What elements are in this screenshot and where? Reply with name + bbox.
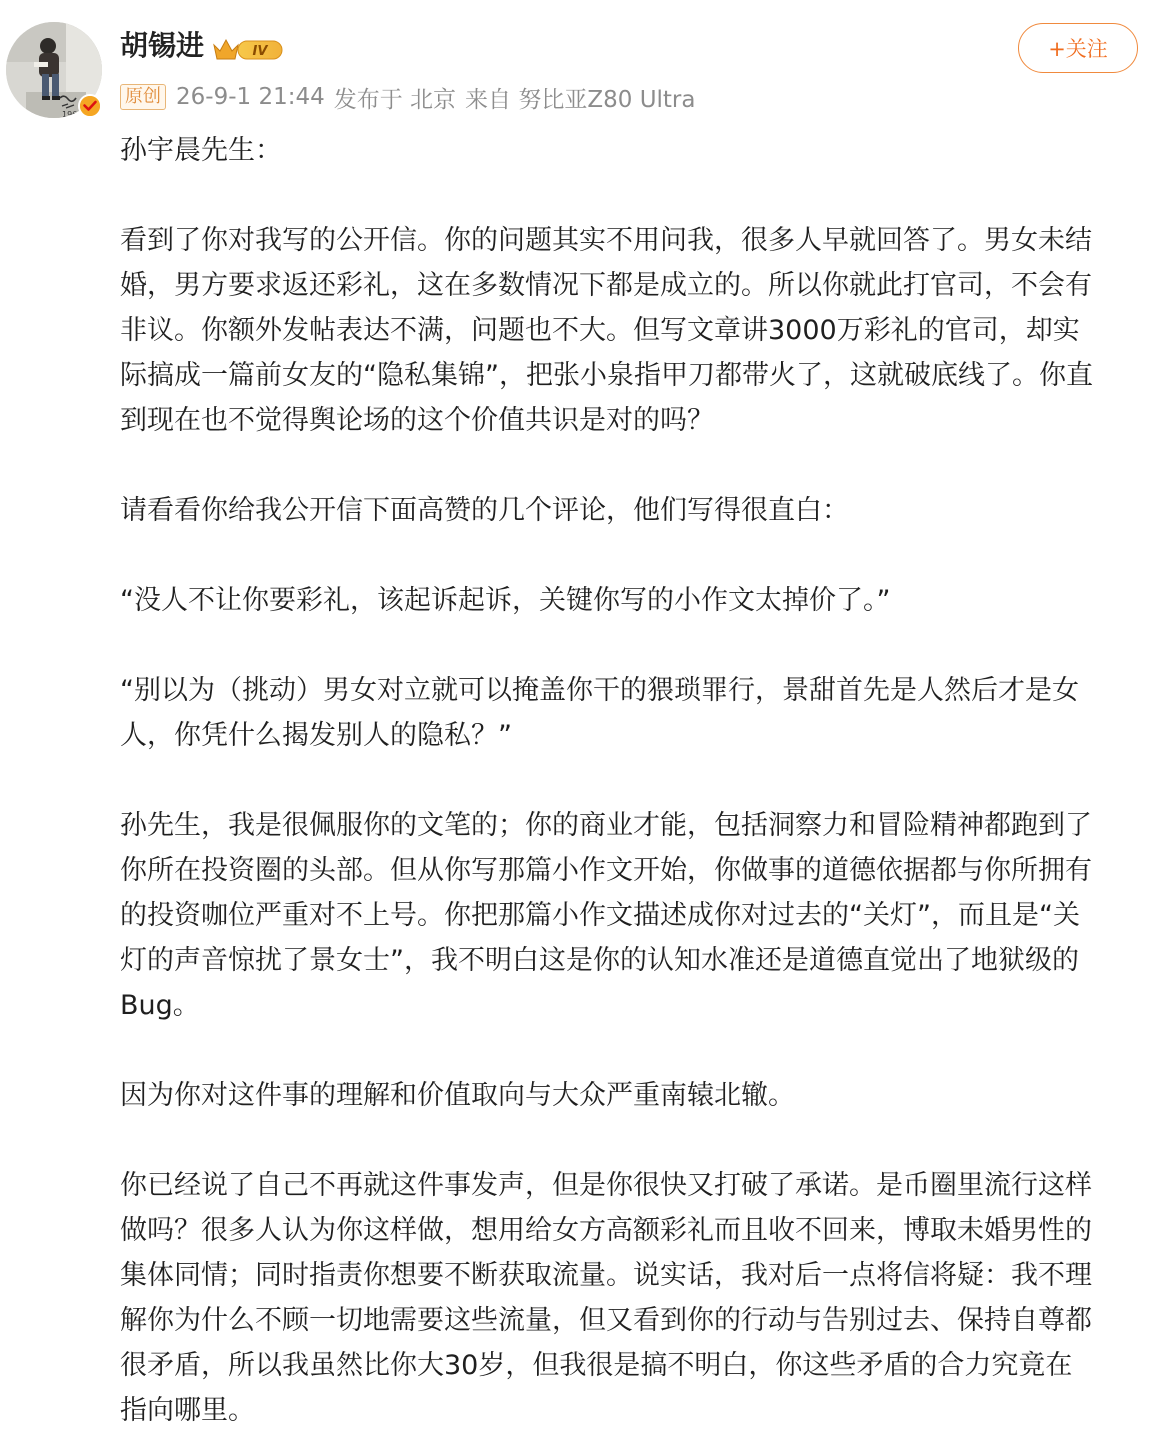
post-paragraph <box>120 803 1150 1028</box>
post-text-line: 的投资咖位严重对不上号。你把那篇小作文描述成你对过去的“关灯”，而且是“关 <box>120 900 1080 931</box>
post-body <box>120 128 1150 1433</box>
post-text-line: 看到了你对我写的公开信。你的问题其实不用问我，很多人早就回答了。男女未结 <box>120 225 1092 256</box>
post-text-line: 非议。你额外发帖表达不满，问题也不大。但写文章讲3000万彩礼的官司，却实 <box>120 315 1080 346</box>
svg-text:196: 196 <box>62 110 78 118</box>
post-text-line: 灯的声音惊扰了景女士”，我不明白这是你的认知水准还是道德直觉出了地狱级的 <box>120 945 1079 976</box>
post-location: 发布于 北京 <box>333 86 457 113</box>
follow-label: +关注 <box>1048 37 1108 61</box>
post-text-line: 人，你凭什么揭发别人的隐私？” <box>120 720 512 751</box>
original-tag: 原创 <box>120 84 166 110</box>
post-text-line: 你所在投资圈的头部。但从你写那篇小作文开始，你做事的道德依据都与你所拥有 <box>120 855 1092 886</box>
author-name[interactable]: 胡锡进 <box>120 29 205 62</box>
post-source: 来自 努比亚Z80 Ultra <box>465 86 696 113</box>
author-avatar[interactable] <box>6 22 102 118</box>
post-text-line: 很矛盾，所以我虽然比你大30岁，但我很是搞不明白，你这些矛盾的合力究竟在 <box>120 1350 1073 1381</box>
post-text-line: Bug。 <box>120 990 200 1021</box>
post-text-line: 你已经说了自己不再就这件事发声，但是你很快又打破了承诺。是币圈里流行这样 <box>120 1170 1092 1201</box>
post-text-line: 因为你对这件事的理解和价值取向与大众严重南辕北辙。 <box>120 1080 795 1111</box>
post-text-line: 孙宇晨先生： <box>120 135 282 166</box>
post-paragraph <box>120 1163 1150 1433</box>
post-paragraph <box>120 578 1150 623</box>
post-text-line: 婚，男方要求返还彩礼，这在多数情况下都是成立的。所以你就此打官司，不会有 <box>120 270 1092 301</box>
post-text-line: 请看看你给我公开信下面高赞的几个评论，他们写得很直白： <box>120 495 849 526</box>
post-paragraph <box>120 488 1150 533</box>
verified-icon <box>78 94 102 118</box>
post-timestamp[interactable]: 26-9-1 21:44 <box>176 84 325 110</box>
post-paragraph <box>120 1073 1150 1118</box>
post-text-line: “没人不让你要彩礼，该起诉起诉，关键你写的小作文太掉价了。” <box>120 585 891 616</box>
post-text-line: 际搞成一篇前女友的“隐私集锦”，把张小泉指甲刀都带火了，这就破底线了。你直 <box>120 360 1093 391</box>
post-header <box>0 0 1174 130</box>
post-paragraph <box>120 668 1150 758</box>
post-text-line: 解你为什么不顾一切地需要这些流量，但又看到你的行动与告别过去、保持自尊都 <box>120 1305 1092 1336</box>
post-paragraph <box>120 218 1150 443</box>
user-level-icon[interactable] <box>212 35 286 63</box>
post-text-line: 孙先生，我是很佩服你的文笔的；你的商业才能，包括洞察力和冒险精神都跑到了 <box>120 810 1092 841</box>
svg-text:IV: IV <box>252 44 268 59</box>
post-text-line: 集体同情；同时指责你想要不断获取流量。说实话，我对后一点将信将疑：我不理 <box>120 1260 1092 1291</box>
post-meta <box>120 80 696 114</box>
post-text-line: “别以为（挑动）男女对立就可以掩盖你干的猥琐罪行，景甜首先是人然后才是女 <box>120 675 1079 706</box>
post-text-line: 到现在也不觉得舆论场的这个价值共识是对的吗？ <box>120 405 714 436</box>
post-paragraph <box>120 128 1150 173</box>
post-text-line: 指向哪里。 <box>120 1395 255 1426</box>
follow-button[interactable] <box>1018 23 1138 73</box>
post-text-line: 做吗？很多人认为你这样做，想用给女方高额彩礼而且收不回来，博取未婚男性的 <box>120 1215 1092 1246</box>
